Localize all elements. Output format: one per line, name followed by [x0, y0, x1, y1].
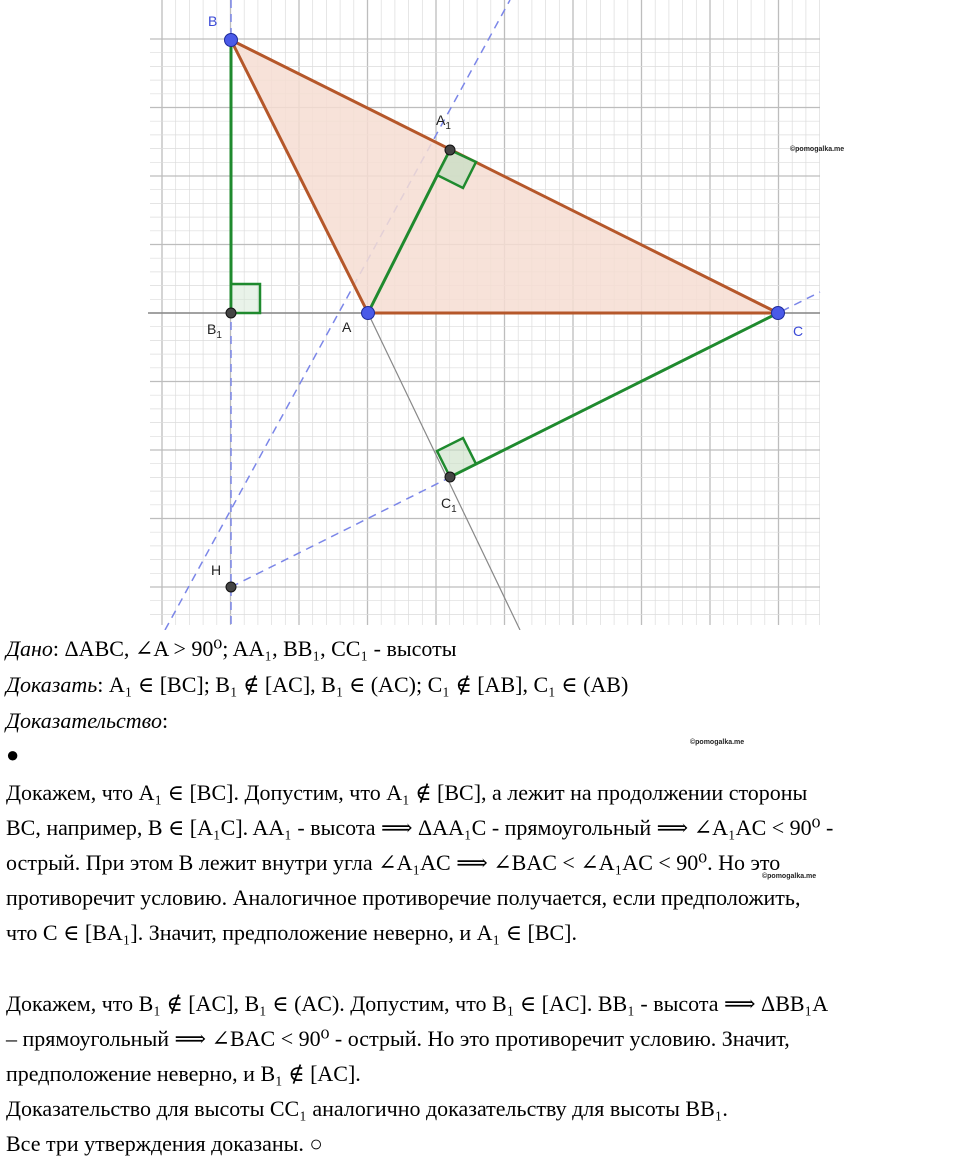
paragraph-1-line-1: Докажем, что A₁ ∈ [BC]. Допустим, что A₁ ∉ [BC], а лежит на продолжении стороны: [6, 780, 808, 805]
paragraph-1-line-5: что C ∈ [BA₁]. Значит, предположение неверно, и A₁ ∈ [BC].: [6, 920, 578, 945]
right-angle-marker-b1: [231, 284, 260, 313]
label-a: A: [342, 319, 352, 335]
paragraph-1-line-3: острый. При этом B лежит внутри угла ∠A₁AC ⟹ ∠BAC < ∠A₁AC < 90⁰. Но это: [6, 850, 781, 875]
proof-colon: :: [161, 708, 169, 733]
given-label: Дано: [6, 636, 53, 661]
prove-label: Доказать: [6, 672, 98, 697]
point-b: [225, 34, 238, 47]
label-h: H: [211, 562, 222, 578]
point-c: [772, 307, 785, 320]
paragraph-2-line-3: предположение неверно, и B₁ ∉ [AC].: [6, 1061, 361, 1086]
given-line: [6, 632, 457, 666]
point-a: [362, 307, 375, 320]
proof-heading: [6, 704, 168, 738]
label-a1: $A_1$: [436, 112, 451, 132]
point-a1: [445, 145, 455, 155]
label-b1: $B_1$: [207, 321, 222, 341]
label-b: B: [208, 13, 218, 29]
right-angle-marker-c1: [437, 438, 476, 477]
prove-line: [6, 668, 628, 702]
watermark: ©pomogalka.me: [762, 873, 817, 880]
paragraph-2-line-2: – прямоугольный ⟹ ∠BAC < 90⁰ - острый. Но это противоречит условию. Значит,: [6, 1026, 790, 1051]
watermark: ©pomogalka.me: [690, 739, 745, 746]
paragraph-3-line-1: Доказательство для высоты CC₁ аналогично доказательству для высоты BB₁.: [6, 1096, 728, 1121]
proof-label: Доказательство: [6, 708, 162, 733]
paragraph-1-line-4: противоречит условию. Аналогичное противоречие получается, если предположить,: [6, 885, 801, 910]
point-c1: [445, 472, 455, 482]
gray-line-ab-extension: [368, 313, 520, 630]
prove-statement: : A₁ ∈ [BC]; B₁ ∉ [AC], B₁ ∈ (AC); C₁ ∉ [AB], C₁ ∈ (AB): [97, 672, 629, 697]
label-c: C: [793, 323, 804, 339]
paragraph-3-line-2: Все три утверждения доказаны. ○: [6, 1131, 323, 1156]
given-statement: : ΔABC, ∠A > 90⁰; AA₁, BB₁, CC₁ - высоты: [52, 636, 457, 661]
paragraph-2-line-1: Докажем, что B₁ ∉ [AC], B₁ ∈ (AC). Допустим, что B₁ ∈ [AC]. BB₁ - высота ⟹ ΔBB₁A: [6, 991, 829, 1016]
bullet-marker: ●: [6, 742, 20, 767]
watermark: ©pomogalka.me: [790, 146, 845, 153]
label-c1: $C_1$: [441, 495, 457, 515]
point-b1: [226, 308, 236, 318]
point-h: [226, 582, 236, 592]
paragraph-1-line-2: BC, например, B ∈ [A₁C]. AA₁ - высота ⟹ ΔAA₁C - прямоугольный ⟹ ∠A₁AC < 90⁰ -: [6, 815, 834, 840]
